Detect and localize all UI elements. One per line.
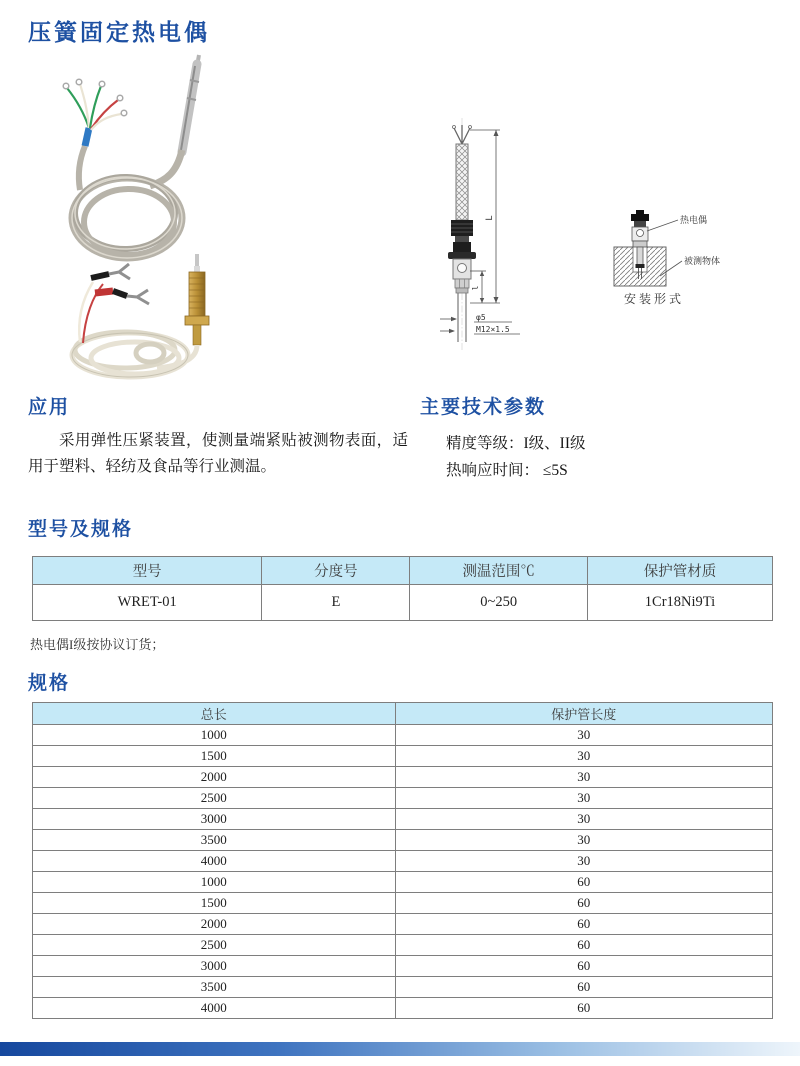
cell-sheath-length: 30 [395, 746, 772, 767]
cell-sheath-length: 60 [395, 893, 772, 914]
cell-sheath-length: 60 [395, 977, 772, 998]
page-title: 压簧固定热电偶 [28, 19, 210, 45]
col-sheath-length: 保护管长度 [395, 703, 772, 725]
model-spec-heading: 型号及规格 [28, 519, 134, 540]
table-row [33, 746, 773, 767]
cell-sheath-length: 30 [395, 767, 772, 788]
cell-total-length: 2000 [33, 914, 396, 935]
cell-sheath-length: 30 [395, 788, 772, 809]
cell-total-length: 2500 [33, 935, 396, 956]
product-photos [25, 50, 240, 380]
cell-total-length: 4000 [33, 851, 396, 872]
dim-label-L: L [485, 215, 495, 221]
table-row [33, 767, 773, 788]
table-row [33, 788, 773, 809]
cell-total-length: 3500 [33, 830, 396, 851]
table-row [33, 809, 773, 830]
table-row [33, 935, 773, 956]
cell-total-length: 1000 [33, 872, 396, 893]
col-model: 型号 [33, 557, 262, 585]
dim-label-l: l [471, 285, 480, 291]
table-row [33, 725, 773, 746]
technical-drawing [420, 100, 605, 355]
installation-diagram [600, 200, 800, 310]
label-measured-object: 被测物体 [684, 256, 721, 266]
cell-sheath-material: 1Cr18Ni9Ti [587, 585, 772, 621]
tech-params-lines [446, 430, 586, 484]
table-row [33, 851, 773, 872]
dim-label-dia: φ5 [476, 313, 486, 322]
spec-table [32, 702, 773, 1019]
cell-total-length: 3000 [33, 956, 396, 977]
photo-brass-thermocouple [72, 254, 209, 377]
col-temp-range: 测温范围℃ [410, 557, 588, 585]
model-table-row [33, 585, 773, 621]
footer-accent-bar [0, 1042, 800, 1056]
cell-graduation: E [262, 585, 410, 621]
cell-sheath-length: 60 [395, 872, 772, 893]
cell-total-length: 3000 [33, 809, 396, 830]
application-heading: 应用 [28, 397, 71, 418]
cell-total-length: 1500 [33, 893, 396, 914]
table-row [33, 998, 773, 1019]
application-body: 采用弹性压紧装置，使测量端紧贴被测物表面，适用于塑料、轻纺及食品等行业测温。 [28, 432, 408, 475]
accuracy-grade-line: 精度等级：I级、II级 [446, 435, 586, 452]
cell-sheath-length: 30 [395, 851, 772, 872]
table-row [33, 977, 773, 998]
table-row [33, 830, 773, 851]
cell-temp-range: 0~250 [410, 585, 588, 621]
cell-model: WRET-01 [33, 585, 262, 621]
cell-sheath-length: 60 [395, 914, 772, 935]
cell-sheath-length: 60 [395, 956, 772, 977]
spec-heading: 规格 [28, 673, 71, 694]
cell-sheath-length: 60 [395, 998, 772, 1019]
table-row [33, 872, 773, 893]
photo-braided-thermocouple [63, 55, 199, 258]
cell-sheath-length: 30 [395, 830, 772, 851]
table-row [33, 956, 773, 977]
cell-total-length: 2500 [33, 788, 396, 809]
model-table [32, 556, 773, 621]
col-total-length: 总长 [33, 703, 396, 725]
col-sheath-material: 保护管材质 [587, 557, 772, 585]
tech-params-heading: 主要技术参数 [420, 397, 547, 418]
model-table-header-row [33, 557, 773, 585]
table-row [33, 914, 773, 935]
cell-sheath-length: 30 [395, 809, 772, 830]
response-time-line: 热响应时间： ≤5S [446, 462, 568, 479]
cell-sheath-length: 30 [395, 725, 772, 746]
col-graduation: 分度号 [262, 557, 410, 585]
cell-total-length: 1000 [33, 725, 396, 746]
table-row [33, 893, 773, 914]
dim-label-thread: M12×1.5 [476, 325, 510, 334]
cell-total-length: 4000 [33, 998, 396, 1019]
cell-total-length: 3500 [33, 977, 396, 998]
spec-table-header-row [33, 703, 773, 725]
cell-sheath-length: 60 [395, 935, 772, 956]
cell-total-length: 2000 [33, 767, 396, 788]
label-thermocouple: 热电偶 [680, 215, 708, 225]
cell-total-length: 1500 [33, 746, 396, 767]
order-note: 热电偶I级按协议订货； [30, 637, 165, 652]
caption-installation-form: 安装形式 [624, 292, 685, 306]
